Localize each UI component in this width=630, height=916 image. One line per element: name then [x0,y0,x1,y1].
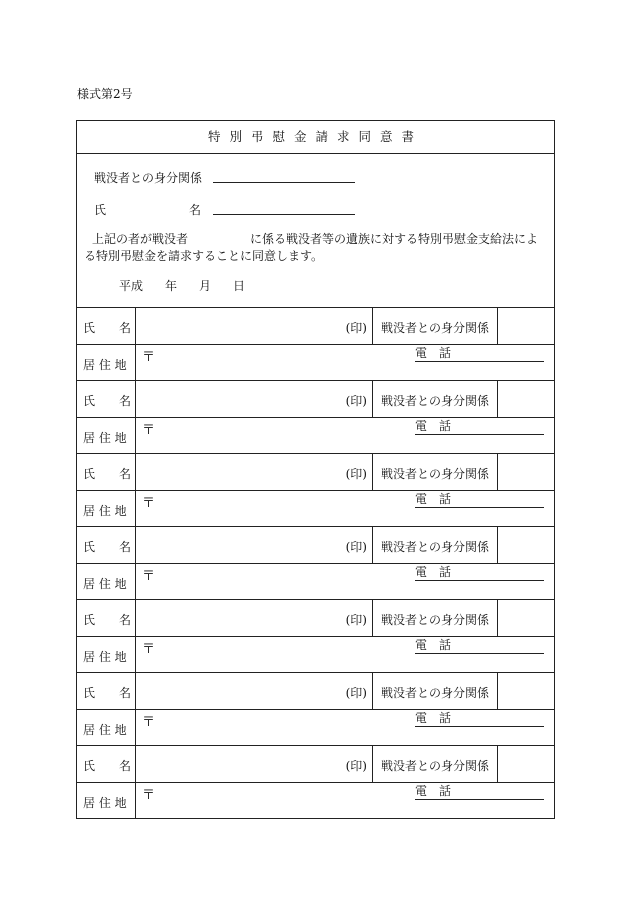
date-month: 月 [199,279,212,293]
seal-mark: (印) [345,759,367,773]
name-label-cell [77,454,136,490]
name-label: 氏 名 [83,540,132,554]
consent-form [76,120,555,819]
address-label: 居 住 地 [83,649,127,664]
consenter-name-row [77,308,554,345]
address-input-cell[interactable] [136,710,554,746]
consenter-address-row [77,564,554,601]
date-year: 年 [165,279,178,293]
phone-label: 電話 [415,783,464,798]
address-label-cell [77,345,136,381]
relation-label: 戦没者との身分関係 [381,686,490,700]
consenter-address-row [77,345,554,382]
address-label-cell [77,710,136,746]
date-era: 平成 [119,279,144,293]
seal-mark: (印) [345,394,367,408]
address-label: 居 住 地 [83,357,127,372]
address-label-cell [77,418,136,454]
phone-label: 電話 [415,564,464,579]
consenter-name-row [77,454,554,491]
consent-text-2: に係る戦没者等の遺族に対する特別弔慰金支給法による特別弔慰金を請求することに同意します。 [84,232,539,263]
consenter-table [77,307,554,819]
date-day: 日 [233,279,246,293]
address-input-cell[interactable] [136,345,554,381]
name-input-cell[interactable] [136,454,373,490]
address-label: 居 住 地 [83,430,127,445]
relation-field-line[interactable] [213,182,355,183]
postal-mark-icon: 〒 [142,641,156,657]
consenter-address-row [77,418,554,455]
phone-field[interactable] [415,566,544,581]
address-input-cell[interactable] [136,783,554,820]
address-label-cell [77,491,136,527]
relation-label: 戦没者との身分関係 [381,759,490,773]
name-field-label-2: 名 [189,203,202,217]
seal-mark: (印) [345,540,367,554]
relation-label-cell [373,308,498,344]
postal-mark-icon: 〒 [142,495,156,511]
phone-field[interactable] [415,347,544,362]
phone-label: 電話 [415,491,464,506]
consenter-address-row [77,637,554,674]
address-input-cell[interactable] [136,564,554,600]
name-field-line[interactable] [213,214,355,215]
form-number: 様式第2号 [77,87,133,101]
consenter-name-row [77,673,554,710]
address-label: 居 住 地 [83,503,127,518]
address-label: 居 住 地 [83,722,127,737]
seal-mark: (印) [345,467,367,481]
phone-field[interactable] [415,639,544,654]
phone-label: 電話 [415,637,464,652]
relation-label-cell [373,527,498,563]
seal-mark: (印) [345,613,367,627]
phone-label: 電話 [415,710,464,725]
name-label: 氏 名 [83,613,132,627]
address-label-cell [77,637,136,673]
relation-input-cell[interactable] [498,454,554,490]
phone-field[interactable] [415,420,544,435]
date-line [119,277,267,294]
phone-label: 電話 [415,345,464,360]
phone-field[interactable] [415,785,544,800]
relation-label: 戦没者との身分関係 [381,394,490,408]
name-label: 氏 名 [83,467,132,481]
relation-label: 戦没者との身分関係 [381,467,490,481]
consenter-name-row [77,381,554,418]
name-input-cell[interactable] [136,381,373,417]
address-input-cell[interactable] [136,637,554,673]
relation-input-cell[interactable] [498,600,554,636]
consenter-name-row [77,600,554,637]
name-input-cell[interactable] [136,308,373,344]
phone-field[interactable] [415,712,544,727]
name-label-cell [77,308,136,344]
phone-label: 電話 [415,418,464,433]
consenter-address-row [77,710,554,747]
name-label-cell [77,600,136,636]
postal-mark-icon: 〒 [142,349,156,365]
relation-label: 戦没者との身分関係 [381,321,490,335]
address-input-cell[interactable] [136,491,554,527]
relation-label-cell [373,600,498,636]
postal-mark-icon: 〒 [142,787,156,803]
name-label: 氏 名 [83,394,132,408]
address-label-cell [77,564,136,600]
form-title: 特別弔慰金請求同意書 [77,121,554,154]
postal-mark-icon: 〒 [142,422,156,438]
name-label-cell [77,746,136,782]
relation-field-label: 戦没者との身分関係 [94,171,203,185]
name-input-cell[interactable] [136,746,373,782]
relation-label-cell [373,673,498,709]
name-input-cell[interactable] [136,527,373,563]
name-label: 氏 名 [83,686,132,700]
name-label-cell [77,381,136,417]
name-label-cell [77,527,136,563]
seal-mark: (印) [345,321,367,335]
consent-paragraph [84,231,550,265]
postal-mark-icon: 〒 [142,714,156,730]
name-input-cell[interactable] [136,600,373,636]
relation-label-cell [373,454,498,490]
name-input-cell[interactable] [136,673,373,709]
relation-input-cell[interactable] [498,746,554,782]
address-label: 居 住 地 [83,795,127,810]
relation-input-cell[interactable] [498,673,554,709]
relation-label-cell [373,381,498,417]
seal-mark: (印) [345,686,367,700]
name-label-cell [77,673,136,709]
relation-input-cell[interactable] [498,381,554,417]
consent-text-1: 上記の者が戦没者 [92,232,189,246]
name-label: 氏 名 [83,321,132,335]
relation-input-cell[interactable] [498,527,554,563]
postal-mark-icon: 〒 [142,568,156,584]
name-label: 氏 名 [83,759,132,773]
address-input-cell[interactable] [136,418,554,454]
consenter-address-row [77,783,554,820]
relation-label: 戦没者との身分関係 [381,613,490,627]
consenter-name-row [77,527,554,564]
address-label: 居 住 地 [83,576,127,591]
name-field-label-1: 氏 [94,203,107,217]
relation-input-cell[interactable] [498,308,554,344]
relation-label: 戦没者との身分関係 [381,540,490,554]
consenter-address-row [77,491,554,528]
consenter-name-row [77,746,554,783]
address-label-cell [77,783,136,820]
phone-field[interactable] [415,493,544,508]
relation-label-cell [373,746,498,782]
